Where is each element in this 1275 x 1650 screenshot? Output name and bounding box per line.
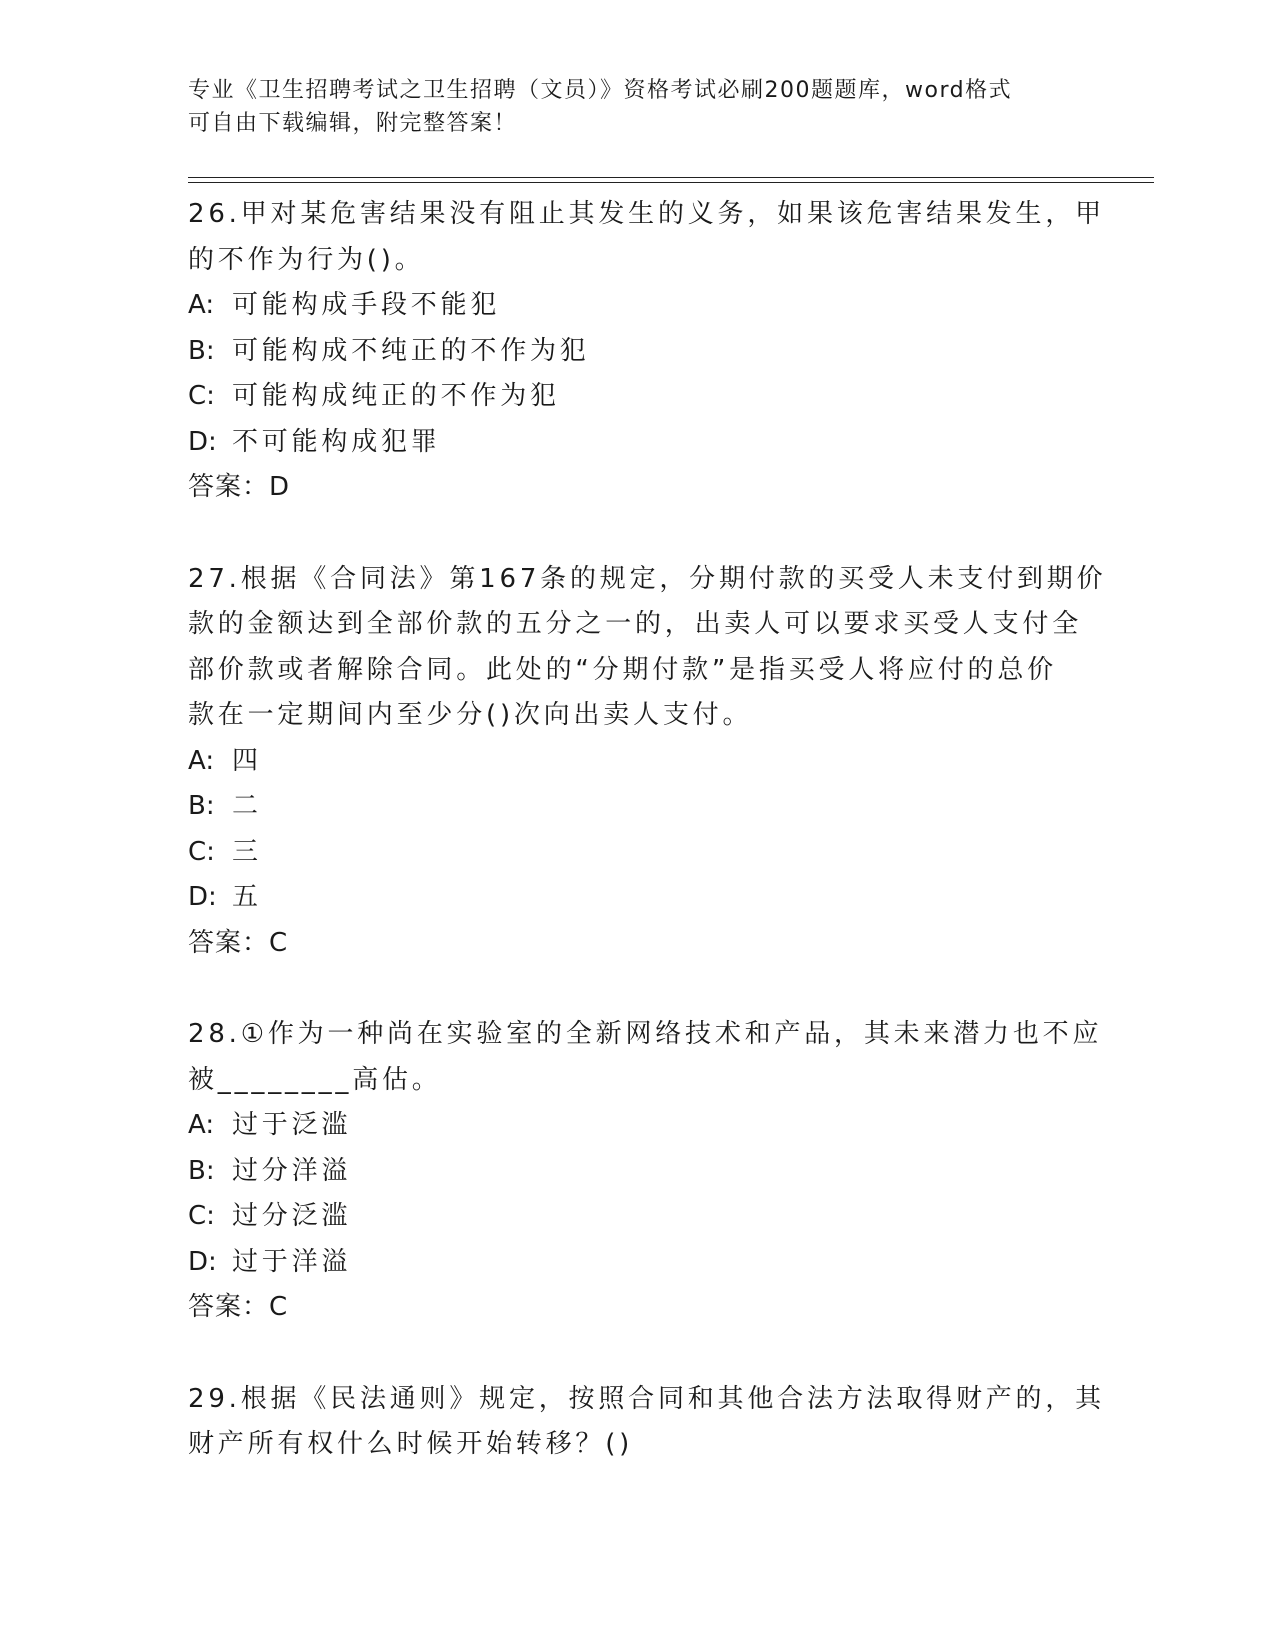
option-a (188, 283, 1088, 329)
answer-line: 答案：D (188, 472, 291, 502)
option-key: B: (188, 335, 215, 366)
question-28 (188, 1012, 1103, 1331)
option-key: B: (188, 791, 215, 821)
option-key: C: (188, 1201, 215, 1231)
option-key: B: (188, 1155, 215, 1186)
question-text-line: 部价款或者解除合同。此处的“分期付款”是指买受人将应付的总价 (188, 654, 1057, 685)
question-text-line: 的不作为行为()。 (188, 244, 425, 275)
option-text: 不可能构成犯罪 (232, 426, 441, 457)
document-header (188, 74, 1088, 140)
question-text-line: 29.根据《民法通则》规定，按照合同和其他合法方法取得财产的，其 (188, 1383, 1105, 1414)
option-text: 过于洋溢 (232, 1246, 352, 1277)
header-divider-bottom (188, 182, 1154, 183)
option-text: 五 (232, 882, 262, 912)
option-key: D: (188, 882, 217, 912)
answer-line: 答案：C (188, 1292, 289, 1322)
option-text: 过分洋溢 (232, 1155, 352, 1186)
question-text-line: 财产所有权什么时候开始转移？() (188, 1429, 634, 1459)
option-key: C: (188, 381, 215, 411)
option-key: C: (188, 836, 215, 867)
option-d (188, 1240, 1088, 1286)
option-text: 过分泛滥 (232, 1201, 352, 1231)
question-29 (188, 1377, 1105, 1468)
header-line-1: 专业《卫生招聘考试之卫生招聘（文员）》资格考试必刷200题题库，word格式 (188, 78, 1013, 103)
option-text: 可能构成手段不能犯 (232, 290, 501, 320)
answer-line: 答案：C (188, 927, 289, 958)
header-line-2: 可自由下载编辑，附完整答案！ (188, 111, 518, 136)
question-text-line: 26.甲对某危害结果没有阻止其发生的义务，如果该危害结果发生，甲 (188, 199, 1105, 229)
option-c (188, 374, 1088, 420)
option-b (188, 784, 1088, 830)
header-divider-top (188, 177, 1154, 178)
question-text-line: 28.①作为一种尚在实验室的全新网络技术和产品，其未来潜力也不应 (188, 1019, 1103, 1049)
question-text-line: 款的金额达到全部价款的五分之一的，出卖人可以要求买受人支付全 (188, 609, 1083, 639)
option-key: A: (188, 1110, 215, 1140)
option-b (188, 329, 1088, 375)
option-text: 可能构成不纯正的不作为犯 (232, 335, 590, 366)
option-a (188, 1103, 1088, 1149)
option-text: 四 (232, 745, 262, 776)
option-a (188, 739, 1088, 785)
question-text-line: 27.根据《合同法》第167条的规定，分期付款的买受人未支付到期价 (188, 563, 1107, 594)
question-26 (188, 192, 1105, 511)
option-b (188, 1149, 1088, 1195)
question-text-line: 被________高估。 (188, 1064, 442, 1095)
option-d (188, 420, 1088, 466)
option-text: 可能构成纯正的不作为犯 (232, 381, 560, 411)
question-list (188, 192, 1107, 1514)
option-d (188, 875, 1088, 921)
option-text: 三 (232, 836, 262, 867)
option-c (188, 830, 1088, 876)
option-text: 过于泛滥 (232, 1110, 352, 1140)
option-key: D: (188, 1246, 217, 1277)
option-key: D: (188, 426, 217, 457)
option-c (188, 1194, 1088, 1240)
option-key: A: (188, 745, 215, 776)
option-key: A: (188, 290, 215, 320)
question-27 (188, 557, 1107, 967)
option-text: 二 (232, 791, 262, 821)
question-text-line: 款在一定期间内至少分()次向出卖人支付。 (188, 700, 753, 730)
